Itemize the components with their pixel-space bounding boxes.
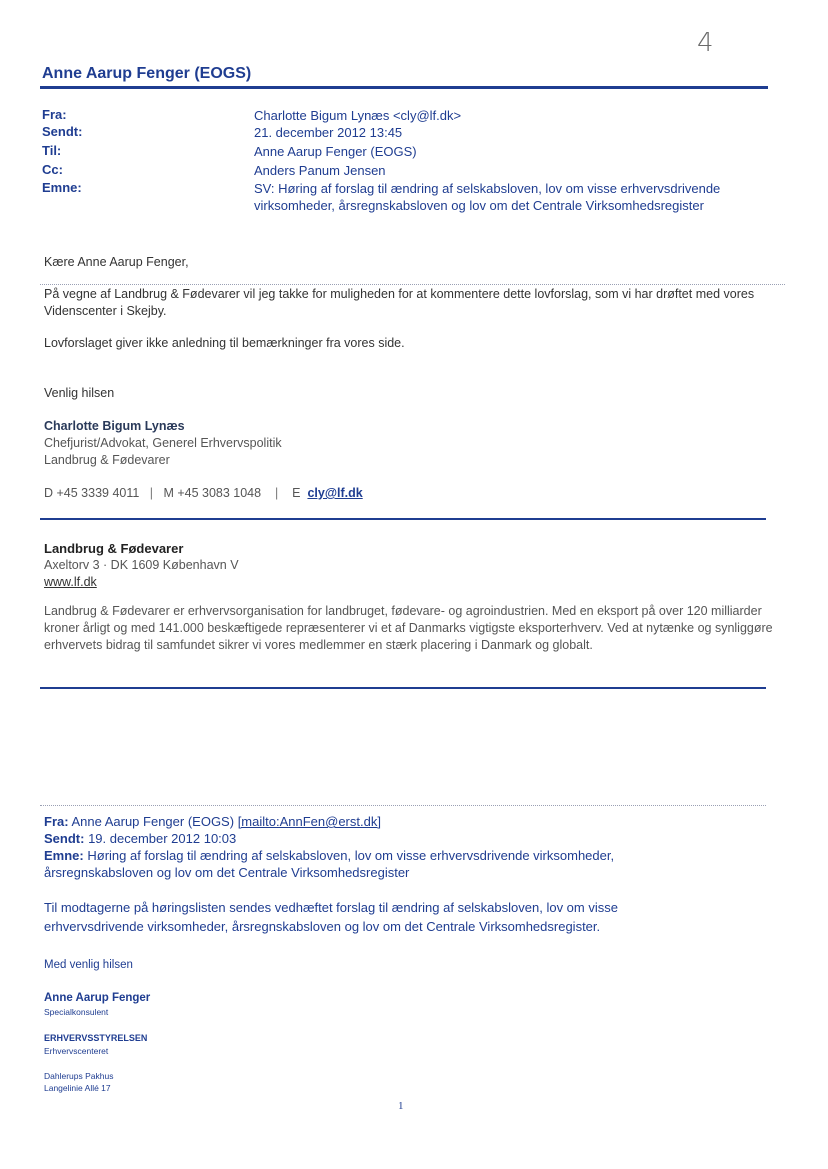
from-value: Charlotte Bigum Lynæs <cly@lf.dk> xyxy=(254,108,462,123)
forward-address-line-1: Dahlerups Pakhus xyxy=(44,1071,114,1081)
org-website-link[interactable]: www.lf.dk xyxy=(44,575,97,589)
separator: | xyxy=(149,486,154,500)
mailbox-owner-title: Anne Aarup Fenger (EOGS) xyxy=(42,65,252,82)
sent-label: Sendt: xyxy=(42,124,83,139)
page-number: 1 xyxy=(398,1100,404,1112)
from-label: Fra: xyxy=(42,107,67,122)
signature-org: Landbrug & Fødevarer xyxy=(44,453,170,467)
signature-title: Chefjurist/Advokat, Generel Erhvervspolitik xyxy=(44,436,282,450)
to-label: Til: xyxy=(42,143,62,158)
forward-subject-label: Emne: xyxy=(44,848,84,863)
owner-rule xyxy=(40,86,768,89)
handwritten-page-marker: 4 xyxy=(697,28,714,58)
reply-closing: Venlig hilsen xyxy=(44,386,115,400)
forward-from-value: Anne Aarup Fenger (EOGS) xyxy=(71,814,235,829)
forward-department: Erhvervscenteret xyxy=(44,1046,109,1056)
cc-value: Anders Panum Jensen xyxy=(254,163,386,178)
reply-paragraph-2: Lovforslaget giver ikke anledning til bemærkninger fra vores side. xyxy=(44,336,405,350)
forward-agency: ERHVERVSSTYRELSEN xyxy=(44,1033,148,1043)
forward-signature-title: Specialkonsulent xyxy=(44,1007,109,1017)
org-address: Axeltorv 3 · DK 1609 København V xyxy=(44,558,239,572)
forward-from-label: Fra: xyxy=(44,814,69,829)
forward-subject-row xyxy=(44,847,684,881)
forward-address-line-2: Langelinie Allé 17 xyxy=(44,1083,111,1093)
subject-label: Emne: xyxy=(42,180,82,195)
separator: | xyxy=(275,486,279,500)
forward-signature-name: Anne Aarup Fenger xyxy=(44,992,151,1004)
greeting: Kære Anne Aarup Fenger, xyxy=(44,255,189,269)
signature-rule-top xyxy=(40,518,766,520)
forward-sent-value: 19. december 2012 10:03 xyxy=(88,831,237,846)
signature-rule-bottom xyxy=(40,687,766,689)
subject-value: SV: Høring af forslag til ændring af selskabsloven, lov om visse erhvervsdrivende virksomheder, årsregnskabsloven og lov om det Centrale Virksomhedsregister xyxy=(254,181,721,213)
forward-body: Til modtagerne på høringslisten sendes vedhæftet forslag til ændring af selskabsloven, lov om visse erhvervsdrivende virksomheder, årsregnskabsloven og lov om det Centrale Virksomhedsregister. xyxy=(44,900,618,934)
forward-sent-row xyxy=(44,830,784,847)
forward-sent-label: Sendt: xyxy=(44,831,85,846)
forward-from-row xyxy=(44,813,784,830)
org-description: Landbrug & Fødevarer er erhvervsorganisation for landbruget, fødevare- og agroindustrien. Med en eksport på over 120 milliarder kroner årligt og med 141.000 beskæftigede repræsenterer vi et af Danmarks vigtigste eksporterhverv. Ved at nytænke og synliggøre erhvervets bidrag til samfundet sikrer vi vores medlemmer en stærk placering i Danmark og globalt. xyxy=(44,604,773,652)
email-prefix: E xyxy=(292,486,301,500)
forward-subject-value: Høring af forslag til ændring af selskabsloven, lov om visse erhvervsdrivende virksomheder, årsregnskabsloven og lov om det Centrale Virksomhedsregister xyxy=(44,848,615,880)
cc-label: Cc: xyxy=(42,162,63,177)
email-link[interactable]: cly@lf.dk xyxy=(307,486,363,500)
contact-line xyxy=(44,485,363,502)
mobile-phone: M +45 3083 1048 xyxy=(163,486,262,500)
reply-paragraph-1: På vegne af Landbrug & Fødevarer vil jeg takke for muligheden for at kommentere dette lovforslag, som vi har drøftet med vores Videnscenter i Skejby. xyxy=(44,287,755,318)
signature-name: Charlotte Bigum Lynæs xyxy=(44,419,185,433)
to-value: Anne Aarup Fenger (EOGS) xyxy=(254,144,417,159)
sent-value: 21. december 2012 13:45 xyxy=(254,125,403,140)
dotted-divider xyxy=(40,284,785,285)
org-name: Landbrug & Fødevarer xyxy=(44,541,184,556)
direct-phone: D +45 3339 4011 xyxy=(44,486,140,500)
forward-closing: Med venlig hilsen xyxy=(44,959,133,971)
forward-mailto-link[interactable]: [mailto:AnnFen@erst.dk] xyxy=(237,814,381,829)
forward-divider xyxy=(40,805,766,806)
